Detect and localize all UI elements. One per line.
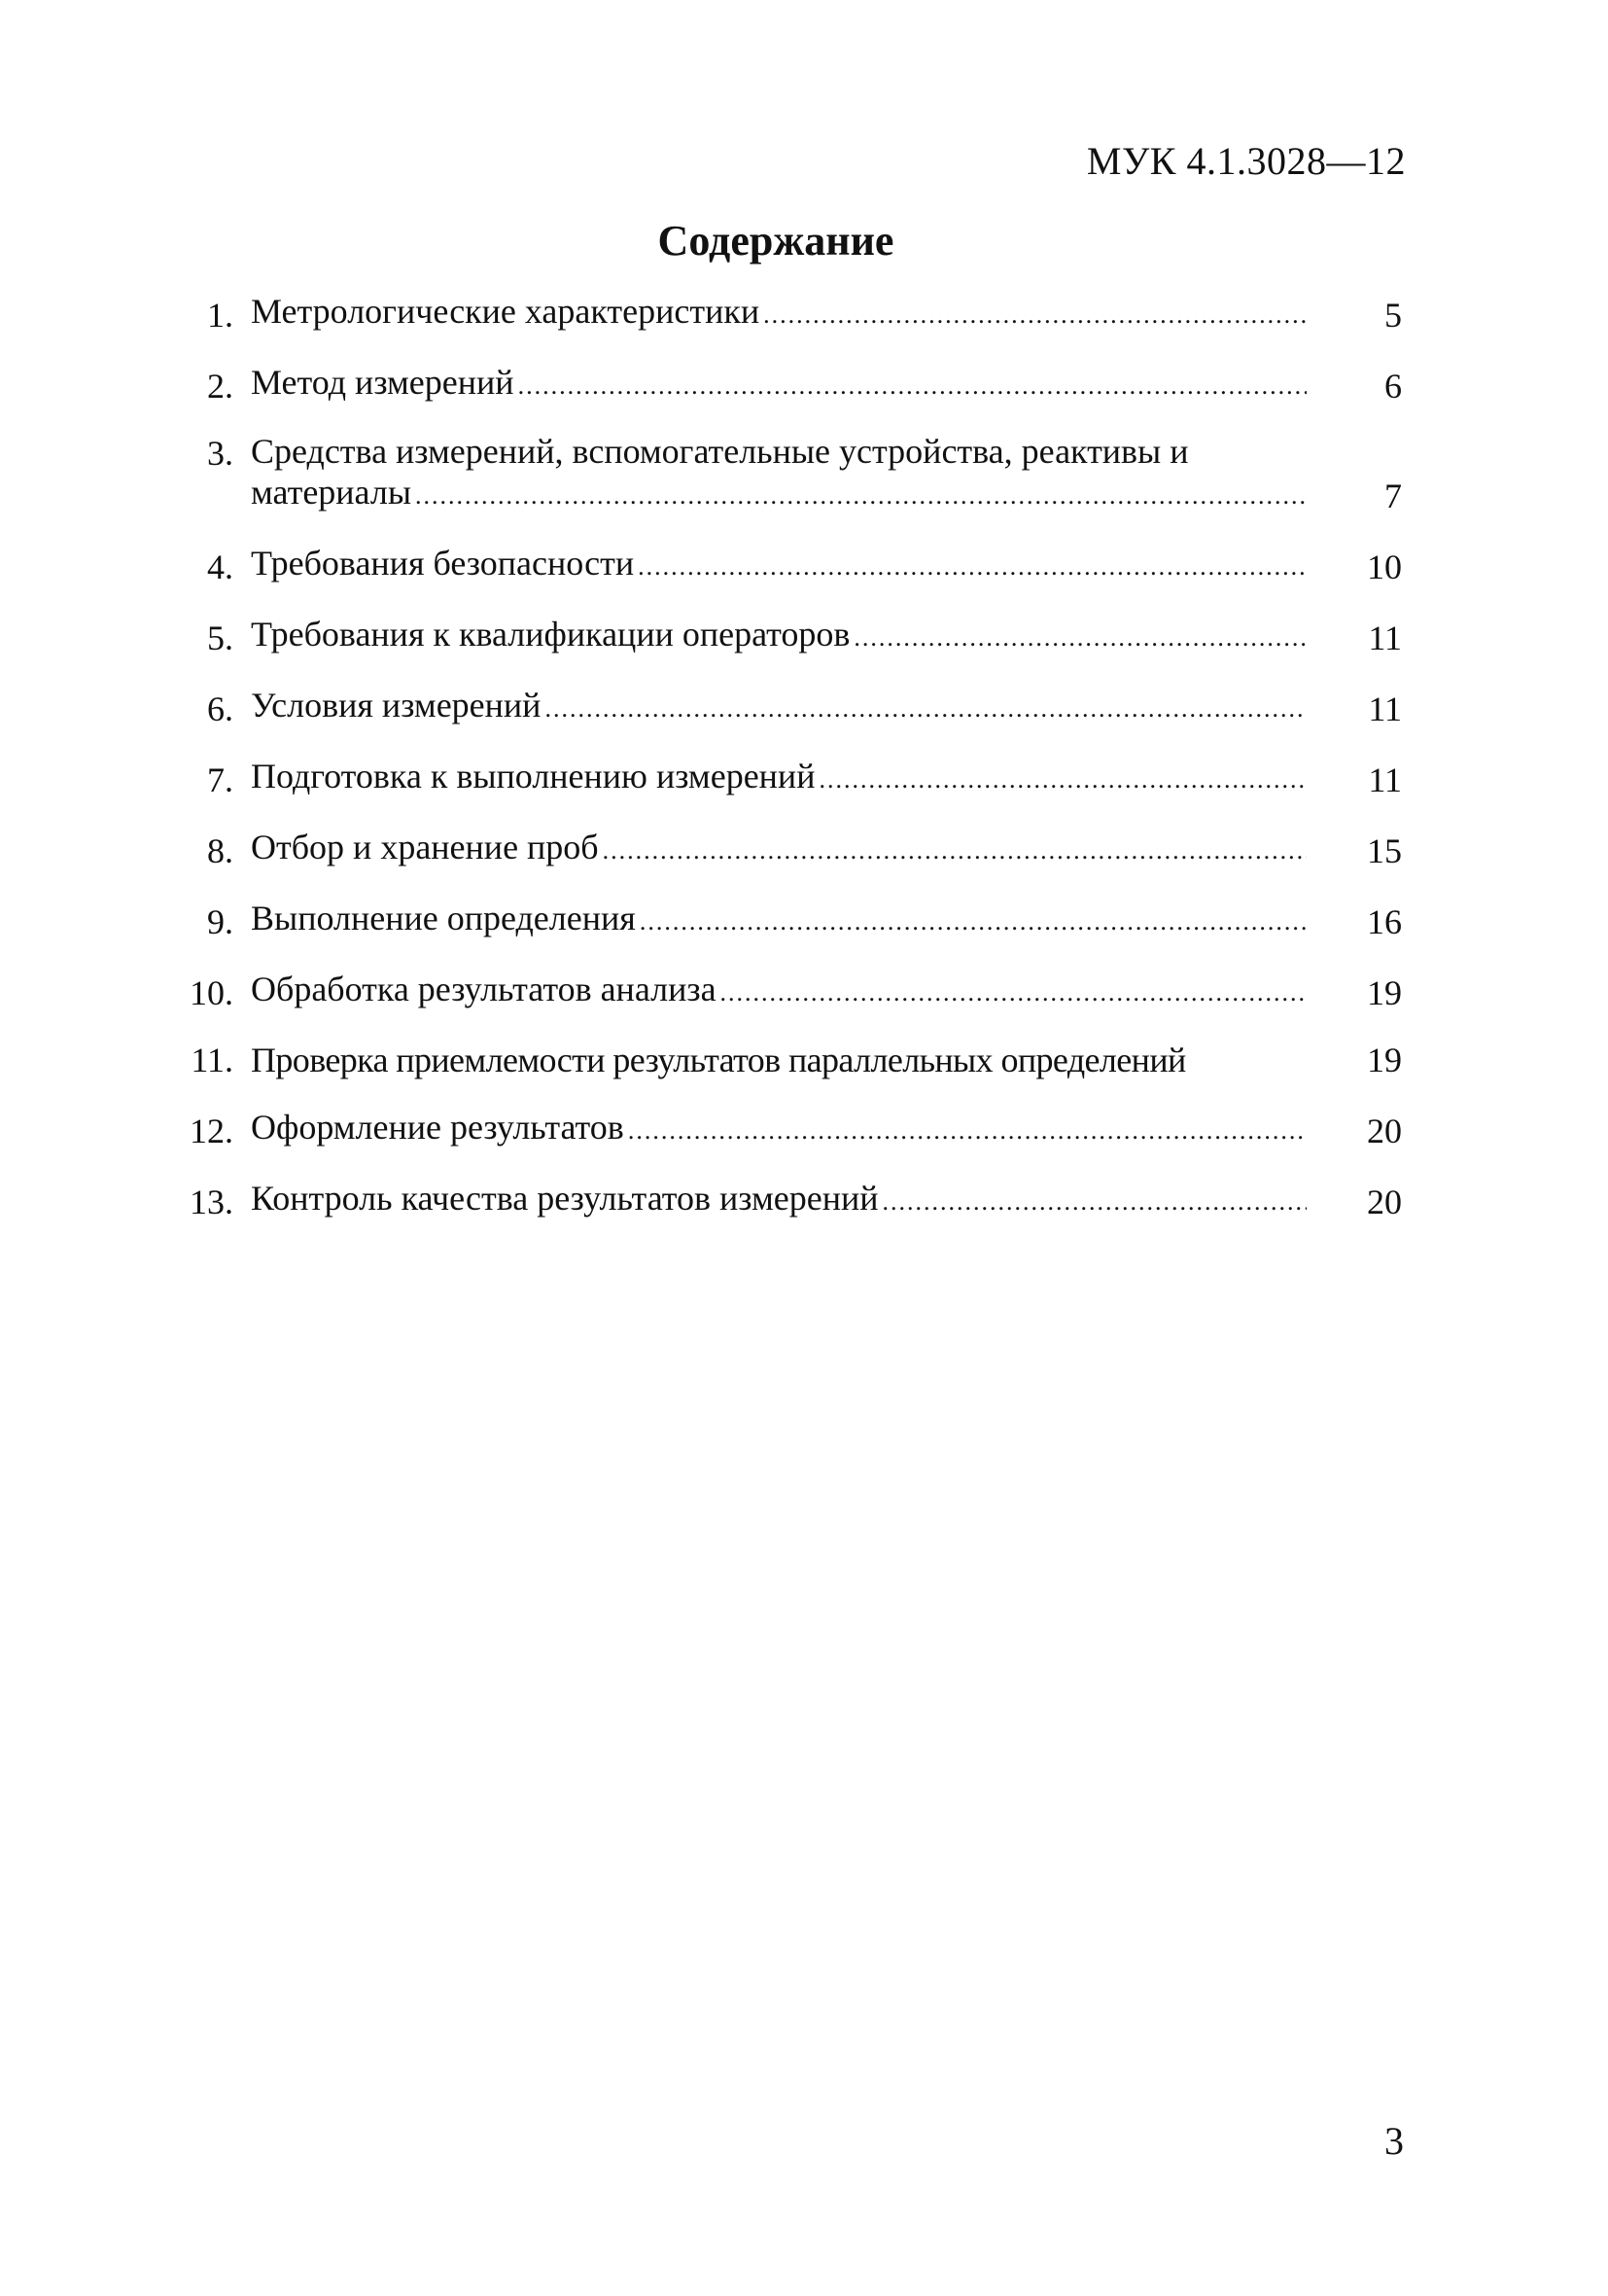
- toc-item-page: 19: [1367, 1041, 1402, 1079]
- toc-item-11[interactable]: [165, 1041, 1406, 1079]
- toc-item-page: 7: [1384, 477, 1402, 515]
- toc-item-page: 5: [1384, 296, 1402, 335]
- toc-item-page: 20: [1367, 1183, 1402, 1221]
- toc-item-page: 15: [1367, 831, 1402, 870]
- toc-item-1[interactable]: [165, 292, 1406, 335]
- toc-item-2[interactable]: [165, 363, 1406, 406]
- toc-item-8[interactable]: [165, 828, 1406, 870]
- toc-item-page: 11: [1368, 689, 1402, 728]
- toc-item-text-line1: Средства измерений, вспомогательные устройства, реактивы и: [251, 432, 1189, 471]
- page-number: 3: [1384, 2119, 1404, 2163]
- toc-leader-dots: [603, 831, 1307, 870]
- toc-item-10[interactable]: [165, 970, 1406, 1012]
- document-code: МУК 4.1.3028—12: [1086, 139, 1406, 183]
- toc-item-number: 11.: [191, 1041, 233, 1079]
- toc-item-3[interactable]: [165, 434, 1406, 515]
- toc-item-page: 16: [1367, 902, 1402, 941]
- toc-item-number: 9.: [207, 902, 233, 941]
- toc-item-text: Требования к квалификации операторов: [251, 615, 851, 653]
- toc-leader-dots: [819, 760, 1307, 799]
- toc-item-6[interactable]: [165, 686, 1406, 728]
- toc-item-text: Оформление результатов: [251, 1108, 624, 1147]
- toc-leader-dots: [638, 548, 1307, 586]
- toc-item-number: 8.: [207, 831, 233, 870]
- toc-item-number: 10.: [190, 973, 233, 1012]
- toc-item-text-line2: материалы: [251, 473, 412, 512]
- toc-item-9[interactable]: [165, 899, 1406, 941]
- toc-leader-dots: [628, 1112, 1307, 1150]
- toc-item-text: Выполнение определения: [251, 899, 636, 937]
- toc-item-number: 13.: [190, 1183, 233, 1221]
- toc-item-number: 2.: [207, 367, 233, 406]
- toc-leader-dots: [544, 689, 1307, 728]
- toc-item-text: Проверка приемлемости результатов параллельных определений: [251, 1041, 1186, 1079]
- toc-item-7[interactable]: [165, 757, 1406, 799]
- toc-item-text: Требования безопасности: [251, 544, 635, 583]
- toc-item-text: Метод измерений: [251, 363, 514, 402]
- toc-item-text: Отбор и хранение проб: [251, 828, 599, 866]
- toc-item-text: Метрологические характеристики: [251, 292, 760, 331]
- toc-item-page: 11: [1368, 760, 1402, 799]
- toc-item-5[interactable]: [165, 615, 1406, 657]
- toc-item-number: 6.: [207, 689, 233, 728]
- toc-item-page: 19: [1367, 973, 1402, 1012]
- toc-leader-dots: [883, 1183, 1307, 1221]
- toc-item-page: 20: [1367, 1112, 1402, 1150]
- toc-leader-dots: [640, 902, 1307, 941]
- toc-item-number: 3.: [207, 434, 233, 473]
- toc-item-page: 10: [1367, 548, 1402, 586]
- toc-leader-dots: [854, 618, 1307, 657]
- toc-item-number: 4.: [207, 548, 233, 586]
- toc-leader-dots: [518, 367, 1307, 406]
- toc-item-13[interactable]: [165, 1179, 1406, 1221]
- toc-item-number: 5.: [207, 618, 233, 657]
- toc-item-text: Условия измерений: [251, 686, 542, 724]
- toc-item-4[interactable]: [165, 544, 1406, 586]
- toc-item-number: 12.: [190, 1112, 233, 1150]
- toc-item-number: 7.: [207, 760, 233, 799]
- toc-item-text: Подготовка к выполнению измерений: [251, 757, 816, 795]
- toc-leader-dots: [720, 973, 1307, 1012]
- toc-item-number: 1.: [207, 296, 233, 335]
- toc-item-page: 11: [1368, 618, 1402, 657]
- table-of-contents: [165, 292, 1406, 1250]
- toc-leader-dots: [763, 296, 1307, 335]
- toc-item-text: Обработка результатов анализа: [251, 970, 717, 1008]
- toc-title: Содержание: [657, 217, 894, 265]
- toc-item-12[interactable]: [165, 1108, 1406, 1150]
- toc-item-text: Контроль качества результатов измерений: [251, 1179, 879, 1218]
- toc-item-page: 6: [1384, 367, 1402, 406]
- toc-leader-dots: [415, 477, 1307, 515]
